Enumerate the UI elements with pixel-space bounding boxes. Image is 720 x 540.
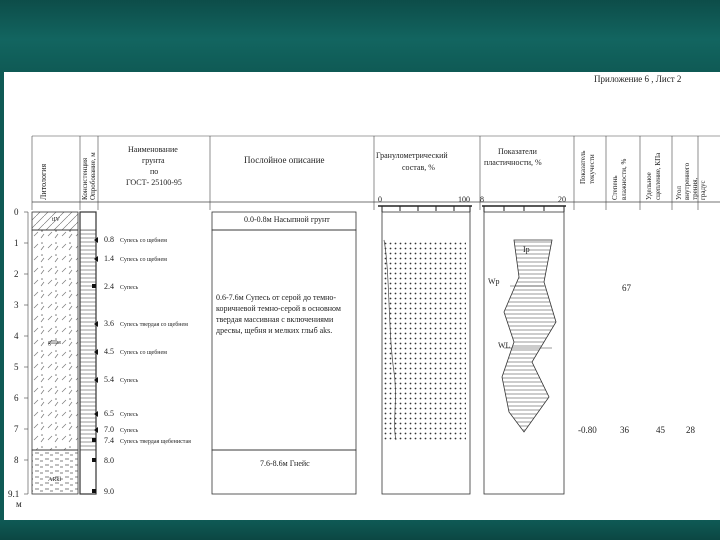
header-cohesion-line2: сцепление, КПа: [654, 152, 662, 200]
header-name-line4: ГОСТ- 25100-95: [126, 178, 182, 187]
header-granulometric-line2: состав, %: [402, 163, 435, 172]
header-consistency: Консистенция: [81, 157, 89, 200]
moisture-value: 67: [622, 283, 631, 293]
depth-unit: м: [16, 499, 22, 509]
header-plasticity-line2: пластичности, %: [484, 158, 542, 167]
sample-depth: 9.0: [104, 487, 114, 496]
header-moisture-line2: влажности, %: [620, 158, 628, 200]
header-friction-line1: Угол: [675, 186, 683, 200]
sample-depth: 7.0: [104, 425, 114, 434]
header-description: Послойное описание: [244, 155, 325, 165]
header-granulometric-line1: Гранулометрический: [376, 151, 448, 160]
plasticity-wl-label: WL: [498, 341, 511, 350]
sample-name: Супесь: [120, 285, 139, 291]
cohesion-value: 45: [656, 425, 665, 435]
slide-header-band: [0, 0, 720, 72]
granulometric-scale-min: 0: [378, 195, 382, 204]
layer-description: 0.0-0.8м Насыпной грунт: [244, 215, 330, 224]
sample-name: Супесь твердая со щебнем: [120, 322, 188, 328]
plasticity-wp-label: Wp: [488, 277, 500, 286]
plasticity-scale-min: 8: [480, 195, 484, 204]
header-liquidity-line1: Показатель: [579, 150, 587, 184]
depth-label-3: 3: [14, 300, 19, 310]
sample-depth: 1.4: [104, 254, 114, 263]
sample-name: Супесь: [120, 378, 139, 384]
sample-name: Супесь твердая щебенистая: [120, 439, 191, 445]
depth-label-1: 1: [14, 238, 19, 248]
lithology-label-tiv: tIV: [52, 217, 60, 223]
liquidity-value: -0.80: [578, 425, 597, 435]
sheet-caption: Приложение 6 , Лист 2: [594, 74, 682, 84]
sample-name: Супесь со щебнем: [120, 257, 167, 263]
sample-depth: 3.6: [104, 319, 114, 328]
depth-label-2: 2: [14, 269, 19, 279]
sample-depth: 8.0: [104, 456, 114, 465]
sample-name: Супесь: [120, 428, 139, 434]
header-friction-line4: градус: [699, 180, 707, 200]
friction-value: 28: [686, 425, 695, 435]
header-friction-line3: трения,: [691, 177, 699, 200]
moisture-value: 36: [620, 425, 629, 435]
header-lithology: Литология: [39, 163, 48, 200]
depth-label-0: 0: [14, 207, 19, 217]
sample-depth: 0.8: [104, 235, 114, 244]
header-cohesion-line1: Удельное: [645, 172, 653, 200]
sample-depth: 5.4: [104, 375, 114, 384]
depth-label-5: 5: [14, 362, 19, 372]
header-name-line2: грунта: [142, 156, 165, 165]
depth-label-6: 6: [14, 393, 19, 403]
depth-label-9-1: 9.1: [8, 489, 20, 499]
geological-log-sheet: [4, 72, 720, 520]
header-moisture-line1: Степень: [611, 175, 619, 200]
header-friction-line2: внутреннего: [683, 162, 691, 200]
layer-description: 0.6-7.6м Супесь от серой до темно-коричневой темно-серой в основном твердая массивная с включениями дресвы, щебня и мелких глыб аks.: [216, 293, 341, 335]
log-grid: [4, 72, 720, 520]
depth-label-8: 8: [14, 455, 19, 465]
sample-depth: 7.4: [104, 436, 114, 445]
sample-name: Супесь: [120, 412, 139, 418]
depth-label-4: 4: [14, 331, 19, 341]
header-sampling: Опробование, м: [89, 152, 97, 200]
plasticity-ip-label: Ip: [523, 245, 530, 254]
layer-description: 7.6-8.6м Гнейс: [260, 459, 310, 468]
lithology-label-arkl: ARkl: [48, 477, 62, 483]
sample-name: Супесь со щебнем: [120, 238, 167, 244]
slide-footer-band: [0, 520, 720, 540]
header-name-line1: Наименование: [128, 145, 178, 154]
sample-depth: 6.5: [104, 409, 114, 418]
sample-depth: 4.5: [104, 347, 114, 356]
header-plasticity-line1: Показатели: [498, 147, 537, 156]
lithology-label-giiim: gIIIм: [48, 340, 61, 346]
header-name-line3: по: [150, 167, 159, 176]
depth-label-7: 7: [14, 424, 19, 434]
granulometric-scale-max: 100: [458, 195, 470, 204]
sample-name: Супесь со щебнем: [120, 350, 167, 356]
sample-depth: 2.4: [104, 282, 114, 291]
plasticity-scale-max: 20: [558, 195, 566, 204]
header-liquidity-line2: текучести: [588, 154, 596, 184]
